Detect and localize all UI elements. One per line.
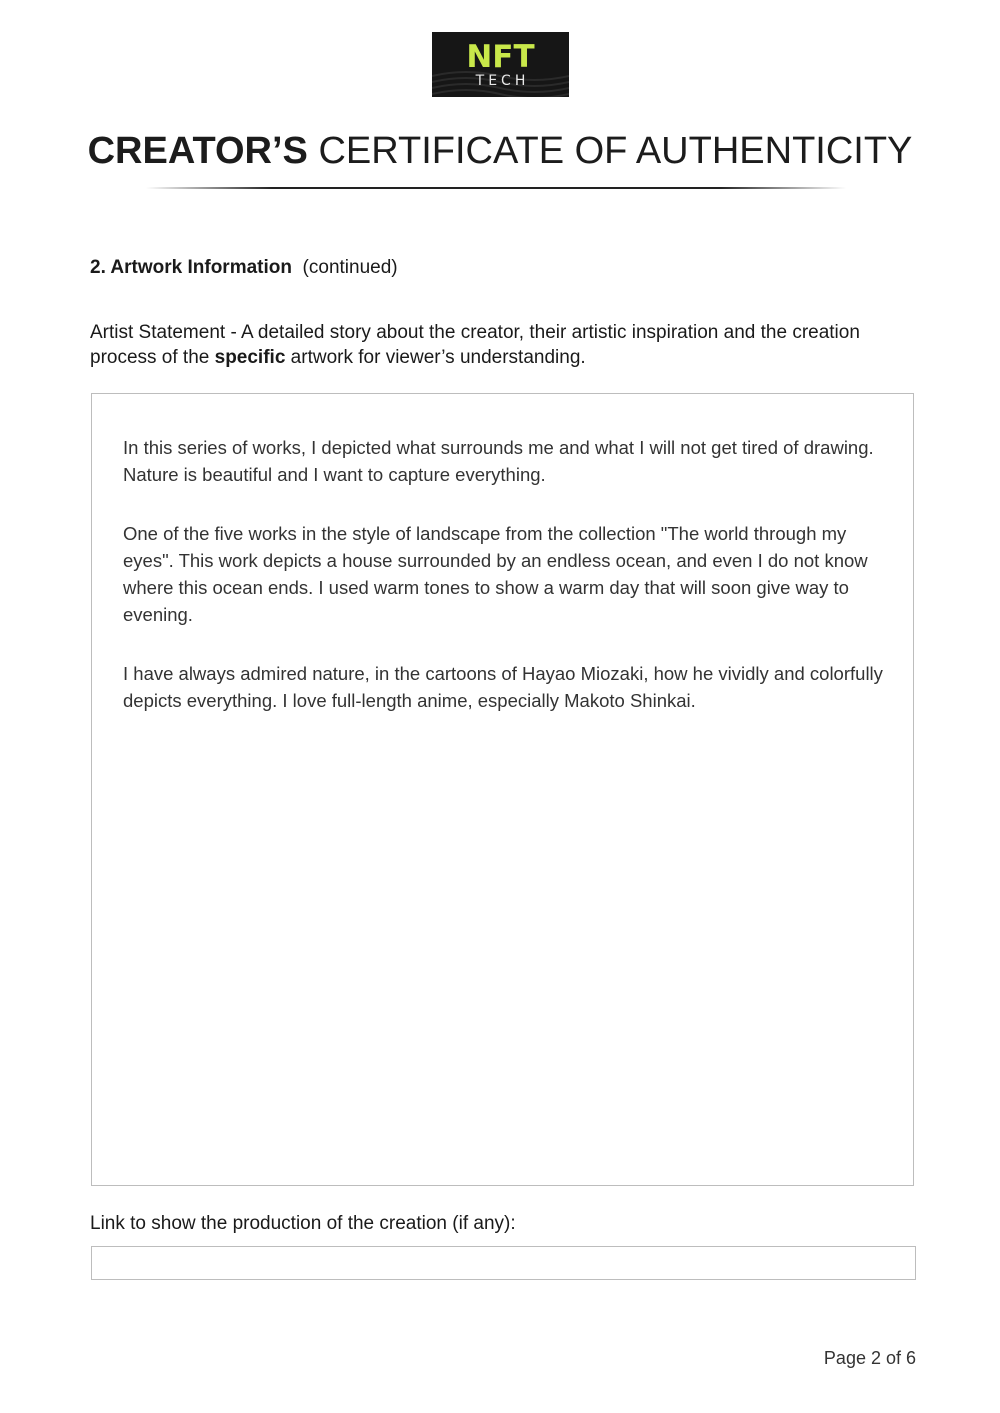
intro-text-start: Artist Statement - A detailed story about the creator, their artistic inspiration and the creation process of the [90,322,860,368]
page-title-light: CERTIFICATE OF AUTHENTICITY [318,130,913,172]
intro-text-end: artwork for viewer’s understanding. [285,347,586,368]
statement-paragraph: I have always admired nature, in the cartoons of Hayao Miozaki, how he vividly and colorfully depicts everything. I love full-length anime, especially Makoto Shinkai. [123,663,883,711]
intro-text-bold: specific [214,347,286,368]
logo-main-text: NFT [466,39,535,75]
statement-paragraph: In this series of works, I depicted what surrounds me and what I will not get tired of drawing. Nature is beautiful and I want to capture everything. [123,437,874,485]
artist-statement-field[interactable] [91,393,914,1186]
page-number: Page 2 of 6 [823,1348,916,1368]
artist-statement-instructions [90,320,920,370]
production-link-label: Link to show the production of the creation (if any): [90,1213,516,1234]
section-heading [90,256,398,280]
page-title-bold: CREATOR’S [87,130,308,172]
title-divider [146,187,846,189]
logo-sub-text: TECH [475,73,530,89]
section-heading-label: 2. Artwork Information [90,257,292,278]
page-title [0,128,1000,174]
section-heading-note: (continued) [302,257,398,278]
artist-statement-text [123,434,883,746]
nft-tech-logo [432,32,569,97]
production-link-input[interactable] [91,1246,916,1280]
statement-paragraph: One of the five works in the style of landscape from the collection "The world through my eyes". This work depicts a house surrounded by an endless ocean, and even I do not know where this ocean ends. I used warm tones to show a warm day that will soon give way to evening. [123,523,868,625]
